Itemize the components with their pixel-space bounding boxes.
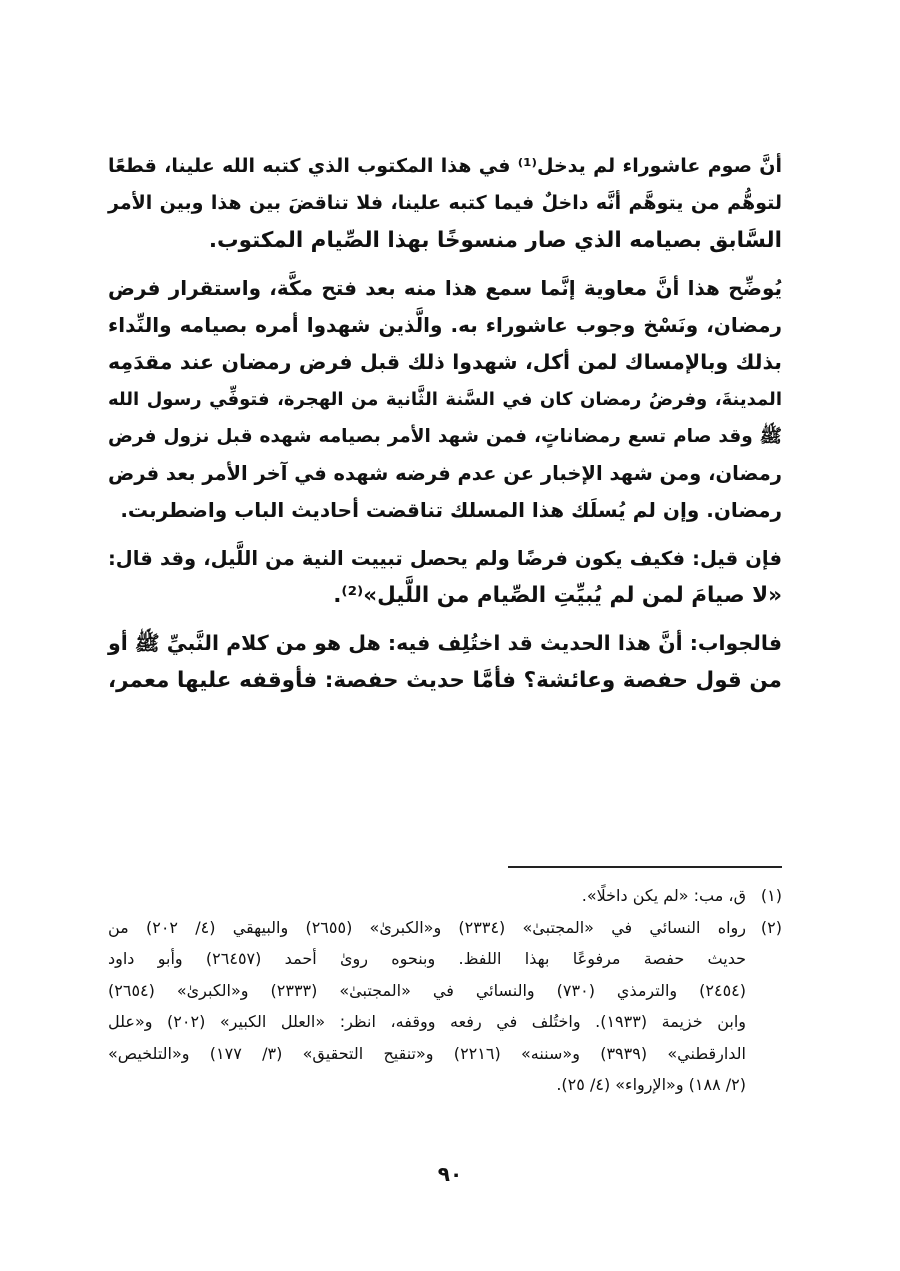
hadith-quote-line [108, 577, 782, 614]
footnote-line: الدارقطني» (٣٩٣٩) و«سننه» (٢٢١٦) و«تنقيح التحقيق» (٣/ ١٧٧) و«التلخيص» [108, 1043, 746, 1063]
footnote-line: ق، مب: «لم يكن داخلًا». [581, 886, 746, 905]
main-text [108, 148, 782, 710]
text-line: السَّابق بصيامه الذي صار منسوخًا بهذا الصِّيام المكتوب. [208, 228, 782, 253]
text-line: فإن قيل: فكيف يكون فرضًا ولم يحصل تبييت النية من اللَّيل، وقد قال: [108, 547, 782, 570]
text-line: بذلك وبالإمساك لمن أكل، شهدوا ذلك قبل فرض رمضان عند مقدَمِه [108, 350, 782, 374]
text-line: أنَّ صوم عاشوراء لم يدخل⁽¹⁾ في هذا المكتوب الذي كتبه الله علينا، قطعًا [108, 155, 782, 177]
text-line: رمضان، ونَسْخ وجوب عاشوراء به. والَّذين شهدوا أمره بصيامه والنِّداء [108, 313, 782, 337]
text-line: من قول حفصة وعائشة؟ فأمَّا حديث حفصة: فأوقفه عليها معمر، [108, 668, 782, 693]
text-line: لتوهُّم من يتوهَّم أنَّه داخلٌ فيما كتبه علينا، فلا تناقضَ بين هذا وبين الأمر [108, 192, 782, 214]
footnote-body [108, 880, 746, 912]
paragraph-1 [108, 148, 782, 259]
footnote-separator [508, 866, 782, 868]
footnote-line: وابن خزيمة (١٩٣٣). واختُلف في رفعه ووقفه، انظر: «العلل الكبير» (٢٠٢) و«علل [108, 1012, 747, 1031]
text-line: رمضان، ومن شهد الإخبار عن عدم فرضه شهده في آخر الأمر بعد فرض [108, 462, 782, 485]
footnote-line: حديث حفصة مرفوعًا بهذا اللفظ. وبنحوه روىٰ أحمد (٢٦٤٥٧) وأبو داود [108, 949, 746, 968]
footnote-line: (٢٤٥٤) والترمذي (٧٣٠) والنسائي في «المجتبىٰ» (٢٣٣٣) و«الكبرىٰ» (٢٦٥٤) [108, 980, 746, 1000]
footnote-line: (٢/ ١٨٨) و«الإرواء» (٤/ ٢٥). [556, 1075, 746, 1094]
text-line: يُوضِّح هذا أنَّ معاوية إنَّما سمع هذا منه بعد فتح مكَّة، واستقرار فرض [108, 276, 782, 300]
footnote-body [108, 912, 746, 1101]
text-line: رمضان. وإن لم يُسلَك هذا المسلك تناقضت أحاديث الباب واضطربت. [120, 498, 782, 522]
page-number: ٩٠ [437, 1162, 463, 1186]
hadith-quote: «لا صيامَ لمن لم يُبيِّتِ الصِّيام من اللَّيل» [363, 583, 782, 608]
footnotes [108, 880, 782, 1101]
quote-end: . [333, 583, 342, 608]
paragraph-4 [108, 625, 782, 699]
footnote-number: (٢) [760, 917, 782, 937]
footnote-line: رواه النسائي في «المجتبىٰ» (٢٣٣٤) و«الكبرىٰ» (٢٦٥٥) والبيهقي (٤/ ٢٠٢) من [108, 917, 747, 937]
paragraph-2 [108, 270, 782, 529]
footnote-1 [108, 880, 782, 912]
footnote-2 [108, 912, 782, 1101]
footnote-marker-2: ⁽²⁾ [341, 583, 364, 608]
paragraph-3 [108, 540, 782, 614]
text-line: فالجواب: أنَّ هذا الحديث قد اختُلِف فيه: هل هو من كلام النَّبيِّ ﷺ أو [108, 631, 782, 655]
text-line: ﷺ وقد صام تسع رمضاناتٍ، فمن شهد الأمر بصيامه شهده قبل نزول فرض [108, 426, 782, 447]
text-line: المدينةَ، وفرضُ رمضان كان في السَّنة الثَّانية من الهجرة، فتوفِّي رسول الله [108, 389, 782, 410]
footnote-number: (١) [760, 886, 782, 905]
